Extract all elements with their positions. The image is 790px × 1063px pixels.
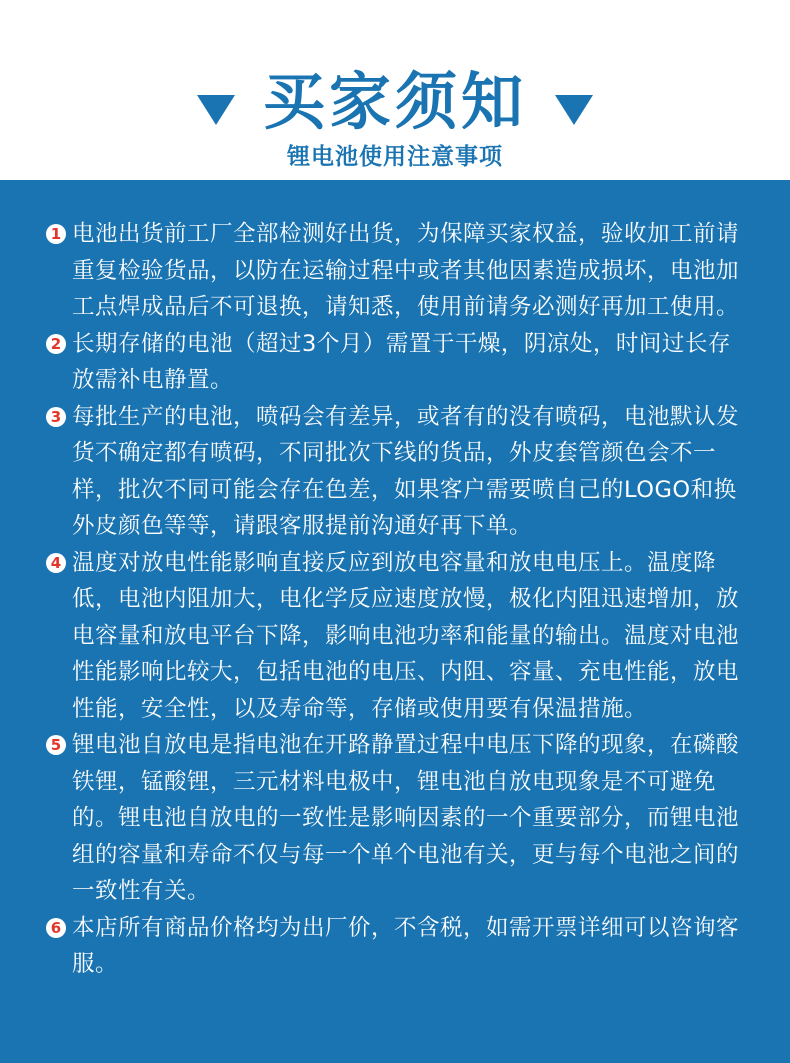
header-banner (0, 0, 790, 180)
notice-item-5 (46, 727, 750, 910)
notice-text: 锂电池自放电是指电池在开路静置过程中电压下降的现象，在磷酸铁锂，锰酸锂，三元材料电极中，锂电池自放电现象是不可避免的。锂电池自放电的一致性是影响因素的一个重要部分，而锂电池组的容量和寿命不仅与每一个单个电池有关，更与每个电池之间的一致性有关。 (72, 732, 740, 904)
notice-item-6 (46, 910, 750, 983)
number-badge: 1 (46, 224, 66, 244)
number-badge: 3 (46, 407, 66, 427)
notice-text: 本店所有商品价格均为出厂价，不含税，如需开票详细可以咨询客服。 (72, 914, 740, 977)
page-title: 买家须知 (262, 65, 527, 138)
page-subtitle: 锂电池使用注意事项 (287, 144, 503, 170)
number-badge: 5 (46, 735, 66, 755)
notice-item-3 (46, 399, 750, 545)
notice-text: 长期存储的电池（超过3个月）需置于干燥，阴凉处，时间过长存放需补电静置。 (72, 330, 731, 393)
title-row (0, 66, 790, 138)
triangle-down-icon (555, 95, 593, 125)
notice-item-2 (46, 326, 750, 399)
triangle-down-icon (197, 95, 235, 125)
number-badge: 6 (46, 918, 66, 938)
notice-text: 每批生产的电池，喷码会有差异，或者有的没有喷码，电池默认发货不确定都有喷码，不同批次下线的货品，外皮套管颜色会不一样，批次不同可能会存在色差，如果客户需要喷自己的LOGO和换外皮颜色等等，请跟客服提前沟通好再下单。 (72, 403, 740, 539)
notice-text: 电池出货前工厂全部检测好出货，为保障买家权益，验收加工前请重复检验货品，以防在运输过程中或者其他因素造成损坏，电池加工点焊成品后不可退换，请知悉，使用前请务必测好再加工使用。 (72, 221, 740, 320)
notice-list (46, 216, 750, 983)
notice-item-1 (46, 216, 750, 326)
notice-text: 温度对放电性能影响直接反应到放电容量和放电电压上。温度降低，电池内阻加大，电化学反应速度放慢，极化内阻迅速增加，放电容量和放电平台下降，影响电池功率和能量的输出。温度对电池性能影响比较大，包括电池的电压、内阻、容量、充电性能，放电性能，安全性，以及寿命等，存储或使用要有保温措施。 (72, 549, 740, 722)
number-badge: 4 (46, 553, 66, 573)
number-badge: 2 (46, 334, 66, 354)
notice-item-4 (46, 545, 750, 728)
